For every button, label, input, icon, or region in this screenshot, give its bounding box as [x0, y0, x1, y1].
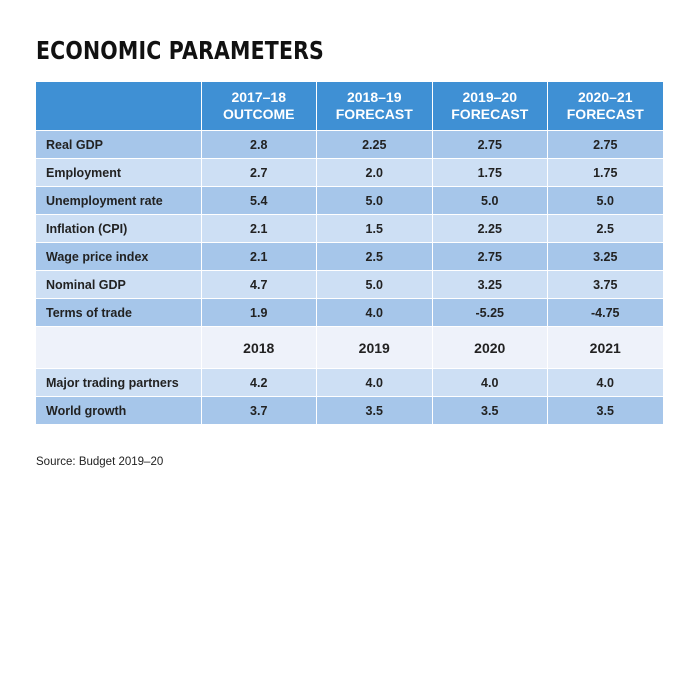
row-label: Inflation (CPI) [36, 215, 201, 243]
table-cell: 3.7 [201, 397, 317, 425]
table-row [36, 299, 663, 327]
table-cell: 2.25 [317, 131, 433, 159]
row-label: Major trading partners [36, 369, 201, 397]
table-cell: 3.25 [548, 243, 664, 271]
table-cell: 3.5 [317, 397, 433, 425]
table-cell: 2.0 [317, 159, 433, 187]
table-cell: 4.0 [317, 369, 433, 397]
table-row [36, 369, 663, 397]
row-label: Real GDP [36, 131, 201, 159]
table-cell: 1.5 [317, 215, 433, 243]
table-header-row [36, 82, 663, 131]
table-cell: 5.4 [201, 187, 317, 215]
table-cell: 2.25 [432, 215, 548, 243]
source-note: Source: Budget 2019–20 [36, 456, 164, 468]
table-row [36, 397, 663, 425]
table-cell: 3.25 [432, 271, 548, 299]
header-blank-cell [36, 82, 201, 131]
year-header-blank-cell [36, 327, 201, 369]
column-header [201, 82, 317, 131]
table-cell: 5.0 [548, 187, 664, 215]
column-header [432, 82, 548, 131]
table-row [36, 187, 663, 215]
table-cell: 1.75 [432, 159, 548, 187]
table-cell: 2.1 [201, 243, 317, 271]
economic-parameters-table [36, 82, 664, 425]
table-cell: 2.5 [548, 215, 664, 243]
column-header-type: FORECAST [566, 106, 644, 122]
row-label: World growth [36, 397, 201, 425]
table-cell: 4.2 [201, 369, 317, 397]
column-header-period: 2020–21 [577, 89, 633, 105]
column-header-period: 2019–20 [462, 89, 517, 105]
table-cell: 2.75 [432, 131, 548, 159]
table-cell: -4.75 [548, 299, 664, 327]
table-row [36, 159, 663, 187]
table-cell: 2.5 [317, 243, 433, 271]
table-row [36, 243, 663, 271]
table-row [36, 131, 663, 159]
year-header-cell: 2020 [432, 327, 548, 369]
table-cell: 2.8 [201, 131, 317, 159]
table-row [36, 271, 663, 299]
row-label: Terms of trade [36, 299, 201, 327]
year-header-row [36, 327, 663, 369]
table-cell: 5.0 [317, 187, 433, 215]
column-header [548, 82, 664, 131]
table-cell: 5.0 [317, 271, 433, 299]
table-cell: 2.75 [432, 243, 548, 271]
row-label: Nominal GDP [36, 271, 201, 299]
table-cell: 4.0 [548, 369, 664, 397]
column-header-type: FORECAST [451, 106, 529, 122]
row-label: Wage price index [36, 243, 201, 271]
table-cell: 3.5 [432, 397, 548, 425]
table-cell: -5.25 [432, 299, 548, 327]
column-header-type: OUTCOME [222, 106, 295, 122]
table-cell: 1.9 [201, 299, 317, 327]
table-cell: 3.5 [548, 397, 664, 425]
column-header-period: 2018–19 [346, 89, 402, 105]
table-cell: 5.0 [432, 187, 548, 215]
table-cell: 3.75 [548, 271, 664, 299]
column-header [317, 82, 433, 131]
page-title: ECONOMIC PARAMETERS [36, 36, 324, 65]
year-header-cell: 2018 [201, 327, 317, 369]
table-row [36, 215, 663, 243]
table-cell: 2.75 [548, 131, 664, 159]
table-cell: 4.7 [201, 271, 317, 299]
table-cell: 4.0 [432, 369, 548, 397]
table-cell: 2.7 [201, 159, 317, 187]
column-header-period: 2017–18 [231, 89, 286, 105]
column-header-type: FORECAST [335, 106, 413, 122]
table-cell: 1.75 [548, 159, 664, 187]
table-cell: 2.1 [201, 215, 317, 243]
year-header-cell: 2021 [548, 327, 664, 369]
year-header-cell: 2019 [317, 327, 433, 369]
row-label: Employment [36, 159, 201, 187]
row-label: Unemployment rate [36, 187, 201, 215]
table-cell: 4.0 [317, 299, 433, 327]
